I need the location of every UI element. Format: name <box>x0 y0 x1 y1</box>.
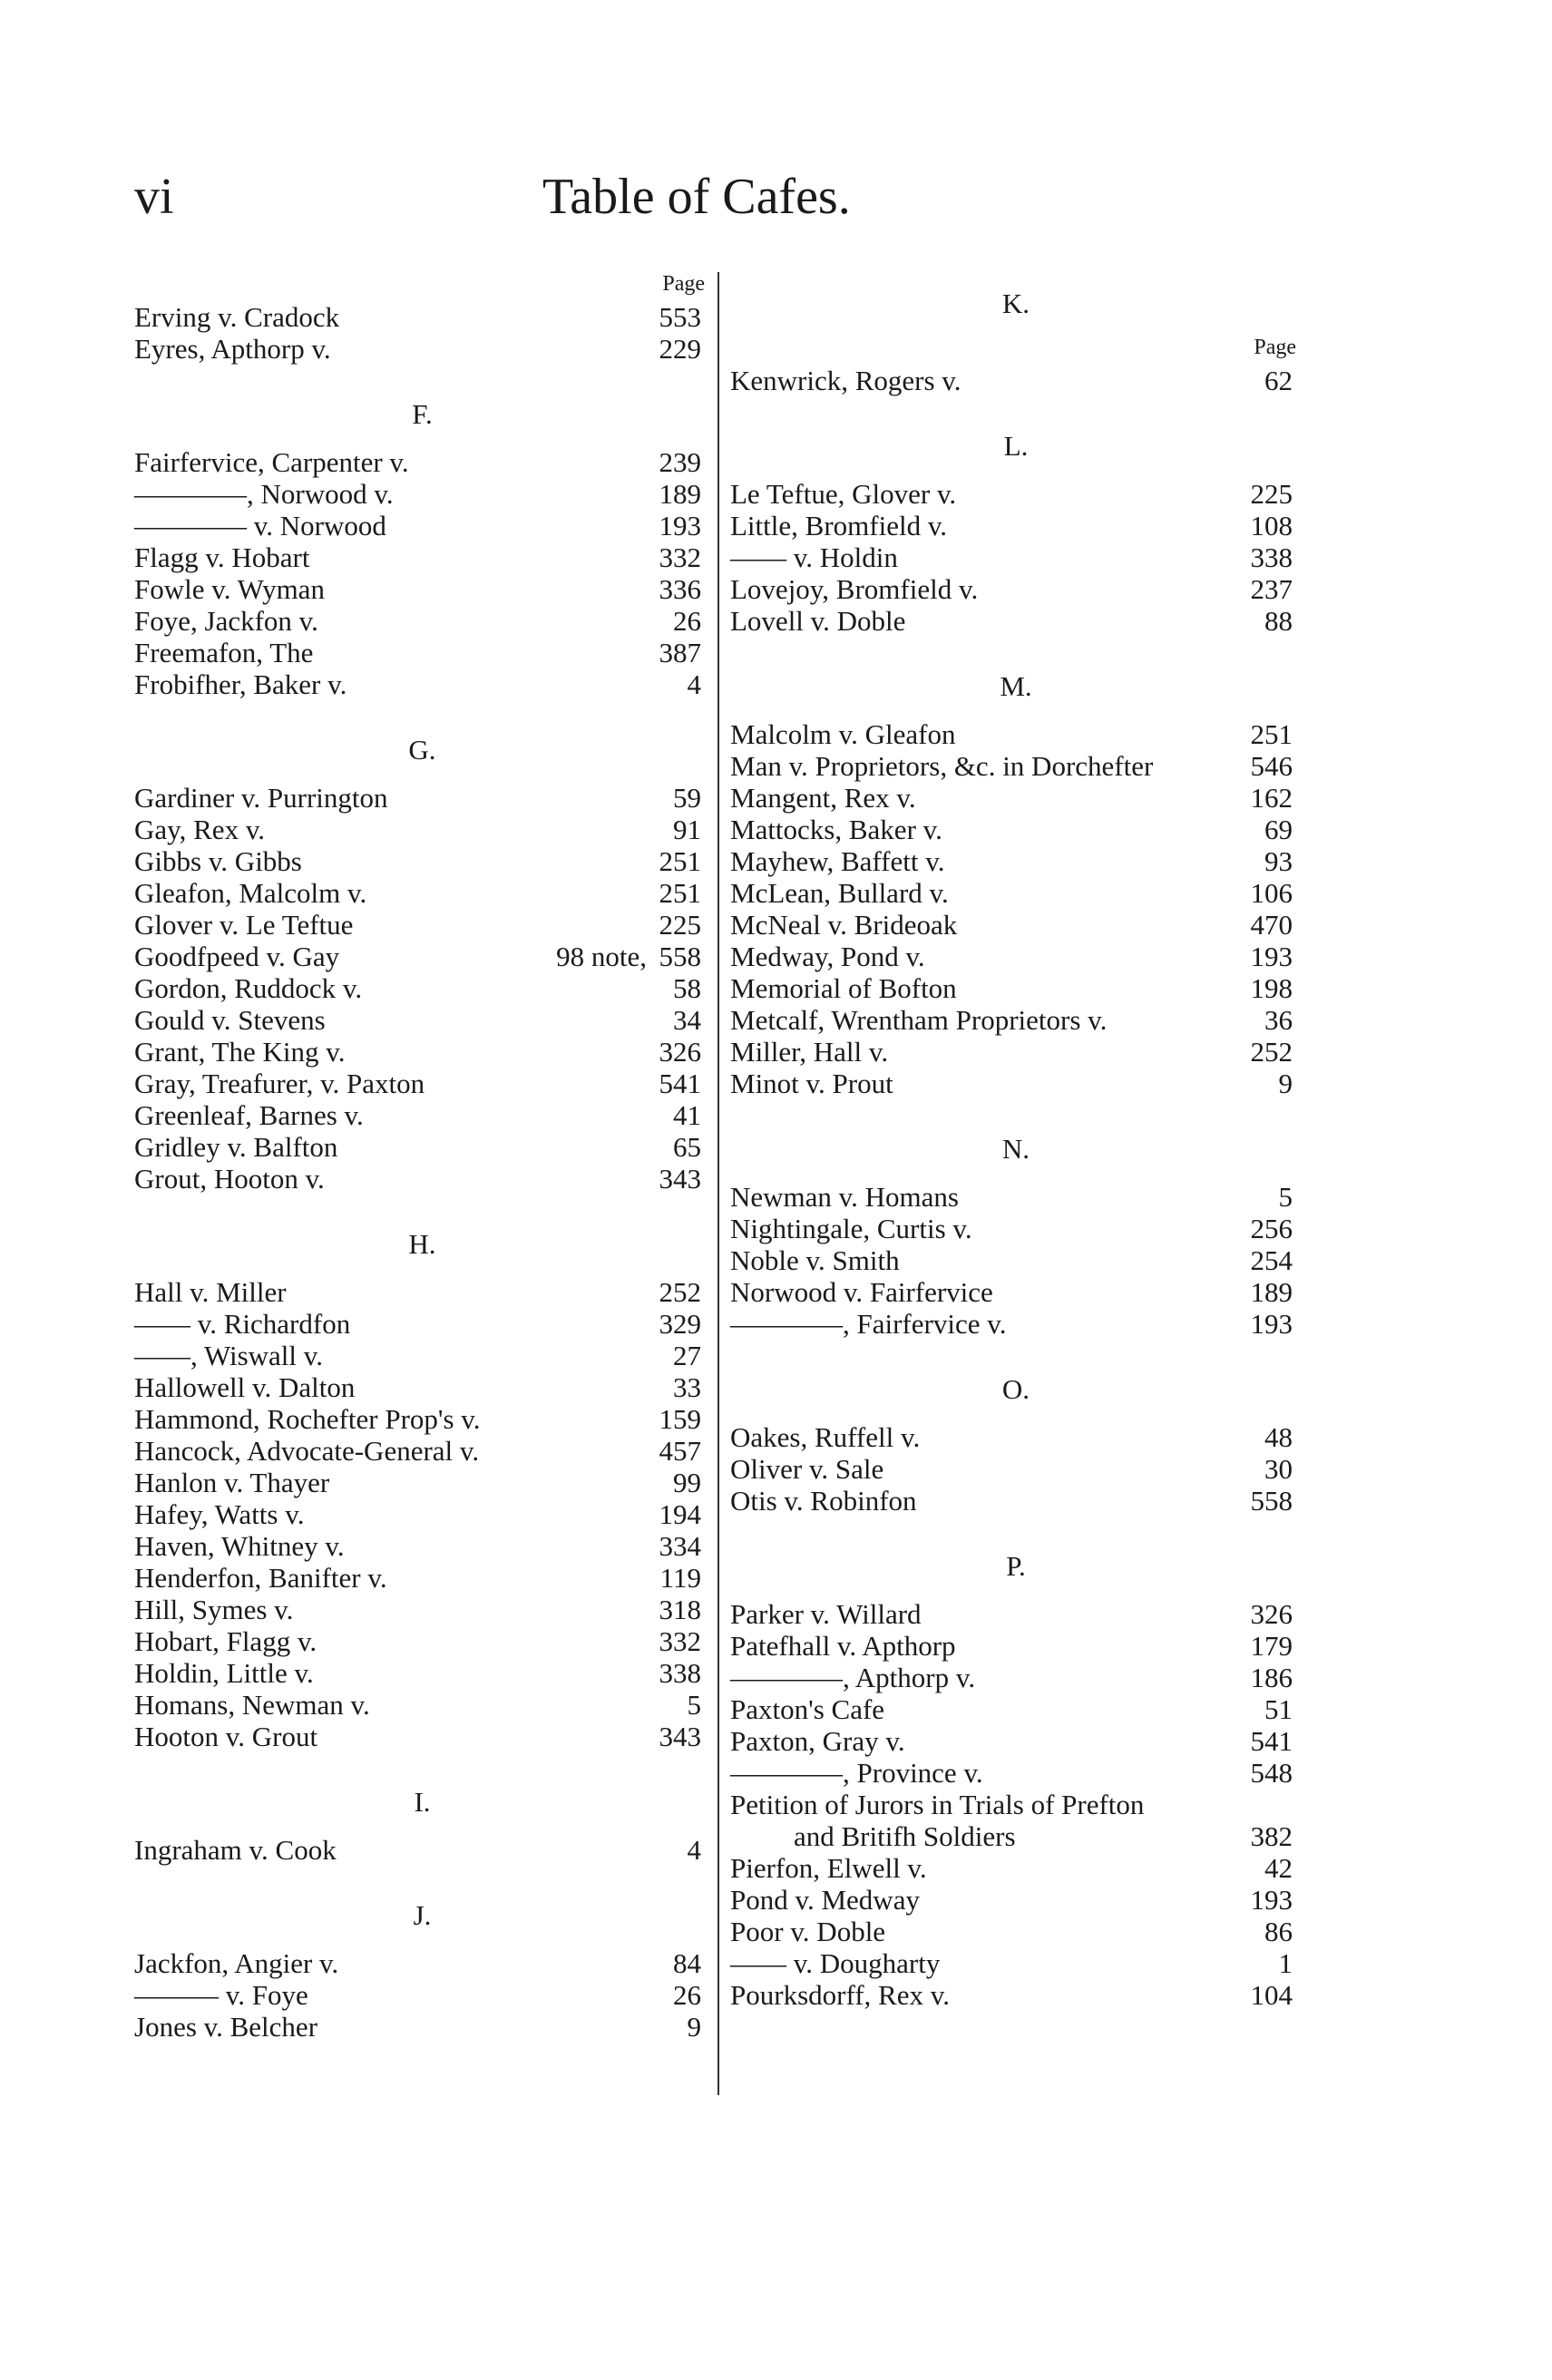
column-divider <box>717 272 719 2095</box>
entry-name: Hall v. Miller <box>134 1276 287 1308</box>
entry-name: Gibbs v. Gibbs <box>134 845 302 877</box>
entry-name: Grant, The King v. <box>134 1036 346 1068</box>
page-column-heading: Page <box>662 272 705 296</box>
index-entry <box>134 1036 710 1068</box>
entry-name: Eyres, Apthorp v. <box>134 333 331 365</box>
entry-name: Jackfon, Angier v. <box>134 1947 339 1979</box>
index-entry <box>730 605 1302 637</box>
entry-name: Hallowell v. Dalton <box>134 1371 356 1403</box>
entry-name: Lovejoy, Bromfield v. <box>730 573 979 605</box>
entry-page: 159 <box>659 1403 701 1435</box>
index-entry <box>730 541 1302 573</box>
entry-name: Petition of Jurors in Trials of Prefton <box>730 1789 1145 1820</box>
entry-name: Oliver v. Sale <box>730 1453 884 1485</box>
entry-name: Gordon, Ruddock v. <box>134 972 363 1004</box>
entry-name: Patefhall v. Apthorp <box>730 1630 956 1662</box>
entry-name: Greenleaf, Barnes v. <box>134 1099 364 1131</box>
entry-name: Haven, Whitney v. <box>134 1530 345 1562</box>
entry-page: 252 <box>1250 1036 1293 1068</box>
index-entry <box>134 605 710 637</box>
entry-page: 387 <box>659 637 701 668</box>
index-entry <box>134 446 710 478</box>
entry-name: Holdin, Little v. <box>134 1657 314 1689</box>
index-entry <box>134 1467 710 1498</box>
index-entry <box>730 1485 1302 1517</box>
entry-page: 338 <box>1250 541 1293 573</box>
entry-page: 334 <box>659 1530 701 1562</box>
entry-name: Poor v. Doble <box>730 1916 886 1947</box>
entry-name: Gridley v. Balfton <box>134 1131 338 1163</box>
entry-page: 93 <box>1264 845 1293 877</box>
entry-name: Hafey, Watts v. <box>134 1498 305 1530</box>
entry-page: 252 <box>659 1276 701 1308</box>
index-entry <box>134 1594 710 1625</box>
entry-name: Hammond, Rochefter Prop's v. <box>134 1403 481 1435</box>
index-entry <box>134 1435 710 1467</box>
entry-name: Little, Bromfield v. <box>730 510 948 541</box>
entry-page: 470 <box>1250 909 1293 941</box>
index-entry <box>730 909 1302 941</box>
index-entry <box>134 637 710 668</box>
entry-name: and Britifh Soldiers <box>794 1820 1016 1852</box>
entry-name: Le Teftue, Glover v. <box>730 478 957 510</box>
entry-page: 41 <box>673 1099 701 1131</box>
section-letter: O. <box>1001 1373 1030 1405</box>
section-letter: J. <box>413 1899 432 1931</box>
entry-page: 343 <box>659 1163 701 1195</box>
entry-page: 382 <box>1250 1820 1293 1852</box>
entry-page: 58 <box>673 972 701 1004</box>
entry-page: 119 <box>659 1562 701 1594</box>
index-entry <box>730 1820 1302 1852</box>
left-column <box>134 272 710 2061</box>
entry-name: Paxton's Cafe <box>730 1693 885 1725</box>
entry-name: ————, Province v. <box>730 1757 983 1789</box>
entry-name: Noble v. Smith <box>730 1244 900 1276</box>
index-entry <box>134 1163 710 1195</box>
index-entry <box>730 1598 1302 1630</box>
page-column-heading: Page <box>1254 336 1296 359</box>
entry-name: Hancock, Advocate-General v. <box>134 1435 480 1467</box>
index-entry <box>730 1421 1302 1453</box>
index-entry <box>730 1852 1302 1884</box>
index-entry <box>730 1757 1302 1789</box>
entry-page: 332 <box>659 541 701 573</box>
index-entry <box>134 1834 710 1866</box>
index-entry <box>730 1244 1302 1276</box>
entry-page: 541 <box>1250 1725 1293 1757</box>
index-entry <box>134 1068 710 1099</box>
index-entry <box>134 1131 710 1163</box>
entry-page: 91 <box>673 814 701 845</box>
entry-page: 193 <box>659 510 701 541</box>
entry-name: Fairfervice, Carpenter v. <box>134 446 409 478</box>
entry-page: 26 <box>673 605 701 637</box>
entry-page: 193 <box>1250 1884 1293 1916</box>
index-entry <box>730 1947 1302 1979</box>
entry-name: Homans, Newman v. <box>134 1689 370 1721</box>
entry-page: 179 <box>1250 1630 1293 1662</box>
index-entry <box>134 1308 710 1340</box>
index-entry <box>730 1068 1302 1099</box>
entry-name: Hooton v. Grout <box>134 1721 318 1752</box>
entry-page: 189 <box>659 478 701 510</box>
entry-page: 189 <box>1250 1276 1293 1308</box>
entry-name: Freemafon, The <box>134 637 314 668</box>
entry-name: Miller, Hall v. <box>730 1036 889 1068</box>
entry-name: Hanlon v. Thayer <box>134 1467 330 1498</box>
entry-name: Pierfon, Elwell v. <box>730 1852 927 1884</box>
entry-page: 162 <box>1250 782 1293 814</box>
entry-name: Paxton, Gray v. <box>730 1725 905 1757</box>
entry-page: 326 <box>1250 1598 1293 1630</box>
entry-name: Frobifher, Baker v. <box>134 668 347 700</box>
entry-name: —— v. Richardfon <box>134 1308 351 1340</box>
entry-page: 546 <box>1250 750 1293 782</box>
index-entry <box>730 1662 1302 1693</box>
index-entry <box>134 1371 710 1403</box>
section-letter: K. <box>1001 288 1030 319</box>
entry-page: 86 <box>1264 1916 1293 1947</box>
index-entry <box>730 1725 1302 1757</box>
entry-name: Foye, Jackfon v. <box>134 605 318 637</box>
index-entry <box>134 941 710 972</box>
entry-name: Gay, Rex v. <box>134 814 266 845</box>
index-entry <box>730 1630 1302 1662</box>
section-letter: I. <box>414 1786 431 1818</box>
entry-page: 65 <box>673 1131 701 1163</box>
entry-name: Memorial of Bofton <box>730 972 957 1004</box>
index-entry <box>730 941 1302 972</box>
entry-name: Mayhew, Baffett v. <box>730 845 945 877</box>
entry-page: 193 <box>1250 1308 1293 1340</box>
entry-name: Gray, Treafurer, v. Paxton <box>134 1068 425 1099</box>
index-entry <box>730 814 1302 845</box>
index-entry <box>730 1916 1302 1947</box>
entry-page: 9 <box>1278 1068 1293 1099</box>
entry-page: 553 <box>659 301 701 333</box>
index-entry <box>730 972 1302 1004</box>
entry-page: 541 <box>659 1068 701 1099</box>
entry-name: Henderfon, Banifter v. <box>134 1562 387 1594</box>
entry-page: 548 <box>1250 1757 1293 1789</box>
entry-page: 254 <box>1250 1244 1293 1276</box>
page-title: Table of Cafes. <box>542 169 851 225</box>
entry-page: 30 <box>1264 1453 1293 1485</box>
section-letter: F. <box>412 398 433 430</box>
index-entry <box>134 510 710 541</box>
index-entry <box>134 1721 710 1752</box>
entry-page: 99 <box>673 1467 701 1498</box>
index-entry <box>134 877 710 909</box>
index-entry <box>730 478 1302 510</box>
section-letter: M. <box>1000 670 1032 702</box>
index-entry <box>730 510 1302 541</box>
entry-name: Grout, Hooton v. <box>134 1163 325 1195</box>
index-entry <box>134 1099 710 1131</box>
entry-page: 27 <box>673 1340 701 1371</box>
entry-page: 338 <box>659 1657 701 1689</box>
entry-name: Erving v. Cradock <box>134 301 340 333</box>
entry-name: Malcolm v. Gleafon <box>730 718 956 750</box>
entry-note: 98 note, <box>556 941 647 972</box>
index-entry <box>134 1979 710 2011</box>
entry-page: 4 <box>687 1834 701 1866</box>
entry-page: 34 <box>673 1004 701 1036</box>
index-entry <box>730 750 1302 782</box>
entry-page: 193 <box>1250 941 1293 972</box>
index-entry <box>134 909 710 941</box>
entry-page: 9 <box>687 2011 701 2043</box>
index-entry <box>134 1625 710 1657</box>
index-entry <box>134 478 710 510</box>
entry-name: Kenwrick, Rogers v. <box>730 365 961 396</box>
section-letter: P. <box>1006 1550 1026 1582</box>
index-entry <box>134 1689 710 1721</box>
entry-page: 108 <box>1250 510 1293 541</box>
entry-name: Jones v. Belcher <box>134 2011 318 2043</box>
index-entry <box>730 782 1302 814</box>
entry-name: Nightingale, Curtis v. <box>730 1213 972 1244</box>
entry-page: 84 <box>673 1947 701 1979</box>
index-entry <box>134 845 710 877</box>
index-entry <box>730 718 1302 750</box>
page-number: vi <box>134 169 174 225</box>
index-entry <box>730 877 1302 909</box>
entry-page: 186 <box>1250 1662 1293 1693</box>
entry-page: 51 <box>1264 1693 1293 1725</box>
entry-name: ——, Wiswall v. <box>134 1340 323 1371</box>
entry-page: 62 <box>1264 365 1293 396</box>
entry-page: 59 <box>673 782 701 814</box>
entry-page: 237 <box>1250 573 1293 605</box>
entry-name: Mattocks, Baker v. <box>730 814 942 845</box>
entry-name: ————, Apthorp v. <box>730 1662 976 1693</box>
index-entry <box>730 1789 1302 1820</box>
entry-name: Gould v. Stevens <box>134 1004 326 1036</box>
entry-name: Man v. Proprietors, &c. in Dorchefter <box>730 750 1154 782</box>
entry-name: Lovell v. Doble <box>730 605 906 637</box>
entry-page: 5 <box>1278 1181 1293 1213</box>
entry-page: 251 <box>659 845 701 877</box>
entry-name: Flagg v. Hobart <box>134 541 310 573</box>
entry-name: Medway, Pond v. <box>730 941 925 972</box>
entry-page: 558 <box>1250 1485 1293 1517</box>
index-entry <box>134 668 710 700</box>
index-entry <box>730 1213 1302 1244</box>
entry-name: Newman v. Homans <box>730 1181 959 1213</box>
index-entry <box>730 365 1302 396</box>
entry-page: 198 <box>1250 972 1293 1004</box>
entry-name: Fowle v. Wyman <box>134 573 325 605</box>
entry-name: Pourksdorff, Rex v. <box>730 1979 950 2011</box>
index-entry <box>134 2011 710 2043</box>
entry-name: Gleafon, Malcolm v. <box>134 877 367 909</box>
entry-page: 42 <box>1264 1852 1293 1884</box>
entry-page: 4 <box>687 668 701 700</box>
entry-name: Otis v. Robinfon <box>730 1485 917 1517</box>
index-entry <box>730 845 1302 877</box>
entry-name: ————, Norwood v. <box>134 478 394 510</box>
entry-name: Pond v. Medway <box>730 1884 920 1916</box>
section-letter: H. <box>408 1228 436 1260</box>
entry-page: 332 <box>659 1625 701 1657</box>
entry-page: 558 <box>659 941 701 972</box>
index-entry <box>134 782 710 814</box>
entry-name: Gardiner v. Purrington <box>134 782 388 814</box>
index-entry <box>134 1498 710 1530</box>
index-entry <box>134 1657 710 1689</box>
entry-name: —— v. Holdin <box>730 541 898 573</box>
entry-name: Hill, Symes v. <box>134 1594 294 1625</box>
entry-page: 104 <box>1250 1979 1293 2011</box>
right-column <box>730 272 1302 2029</box>
entry-name: Mangent, Rex v. <box>730 782 916 814</box>
entry-page: 225 <box>1250 478 1293 510</box>
index-entry <box>134 333 710 365</box>
index-entry <box>134 1562 710 1594</box>
index-entry <box>134 1947 710 1979</box>
entry-page: 329 <box>659 1308 701 1340</box>
index-entry <box>730 1036 1302 1068</box>
index-entry <box>134 541 710 573</box>
entry-name: Hobart, Flagg v. <box>134 1625 317 1657</box>
entry-page: 251 <box>659 877 701 909</box>
index-entry <box>134 573 710 605</box>
index-entry <box>134 301 710 333</box>
index-entry <box>134 1276 710 1308</box>
entry-name: Oakes, Ruffell v. <box>730 1421 921 1453</box>
entry-page: 194 <box>659 1498 701 1530</box>
page-header <box>134 168 1450 240</box>
index-entry <box>134 814 710 845</box>
entry-name: —— v. Dougharty <box>730 1947 941 1979</box>
entry-page: 26 <box>673 1979 701 2011</box>
entry-page: 239 <box>659 446 701 478</box>
entry-page: 457 <box>659 1435 701 1467</box>
entry-page: 1 <box>1278 1947 1293 1979</box>
index-entry <box>730 1276 1302 1308</box>
entry-name: Minot v. Prout <box>730 1068 893 1099</box>
section-letter: G. <box>408 734 436 766</box>
entry-name: ————, Fairfervice v. <box>730 1308 1007 1340</box>
entry-page: 88 <box>1264 605 1293 637</box>
index-entry <box>730 1308 1302 1340</box>
entry-page: 336 <box>659 573 701 605</box>
entry-name: ——— v. Foye <box>134 1979 308 2011</box>
entry-page: 343 <box>659 1721 701 1752</box>
entry-page: 251 <box>1250 718 1293 750</box>
index-entry <box>134 1530 710 1562</box>
entry-name: ———— v. Norwood <box>134 510 386 541</box>
section-letter: N. <box>1001 1133 1030 1165</box>
entry-name: Metcalf, Wrentham Proprietors v. <box>730 1004 1108 1036</box>
entry-page: 326 <box>659 1036 701 1068</box>
entry-page: 33 <box>673 1371 701 1403</box>
section-letter: L. <box>1003 430 1029 462</box>
index-entry <box>730 1884 1302 1916</box>
index-entry <box>730 1693 1302 1725</box>
entry-page: 318 <box>659 1594 701 1625</box>
index-entry <box>134 1004 710 1036</box>
entry-name: Parker v. Willard <box>730 1598 922 1630</box>
index-entry <box>134 972 710 1004</box>
index-entry <box>134 1403 710 1435</box>
entry-page: 5 <box>687 1689 701 1721</box>
entry-page: 69 <box>1264 814 1293 845</box>
entry-name: Ingraham v. Cook <box>134 1834 337 1866</box>
entry-name: Glover v. Le Teftue <box>134 909 354 941</box>
entry-name: McNeal v. Brideoak <box>730 909 958 941</box>
index-entry <box>134 1340 710 1371</box>
entry-page: 36 <box>1264 1004 1293 1036</box>
index-entry <box>730 1004 1302 1036</box>
entry-page: 229 <box>659 333 701 365</box>
entry-page: 48 <box>1264 1421 1293 1453</box>
index-entry <box>730 573 1302 605</box>
index-entry <box>730 1453 1302 1485</box>
entry-name: McLean, Bullard v. <box>730 877 949 909</box>
entry-page: 225 <box>659 909 701 941</box>
entry-name: Goodfpeed v. Gay <box>134 941 340 972</box>
index-entry <box>730 1979 1302 2011</box>
entry-name: Norwood v. Fairfervice <box>730 1276 993 1308</box>
index-entry <box>730 1181 1302 1213</box>
entry-page: 256 <box>1250 1213 1293 1244</box>
entry-page: 106 <box>1250 877 1293 909</box>
